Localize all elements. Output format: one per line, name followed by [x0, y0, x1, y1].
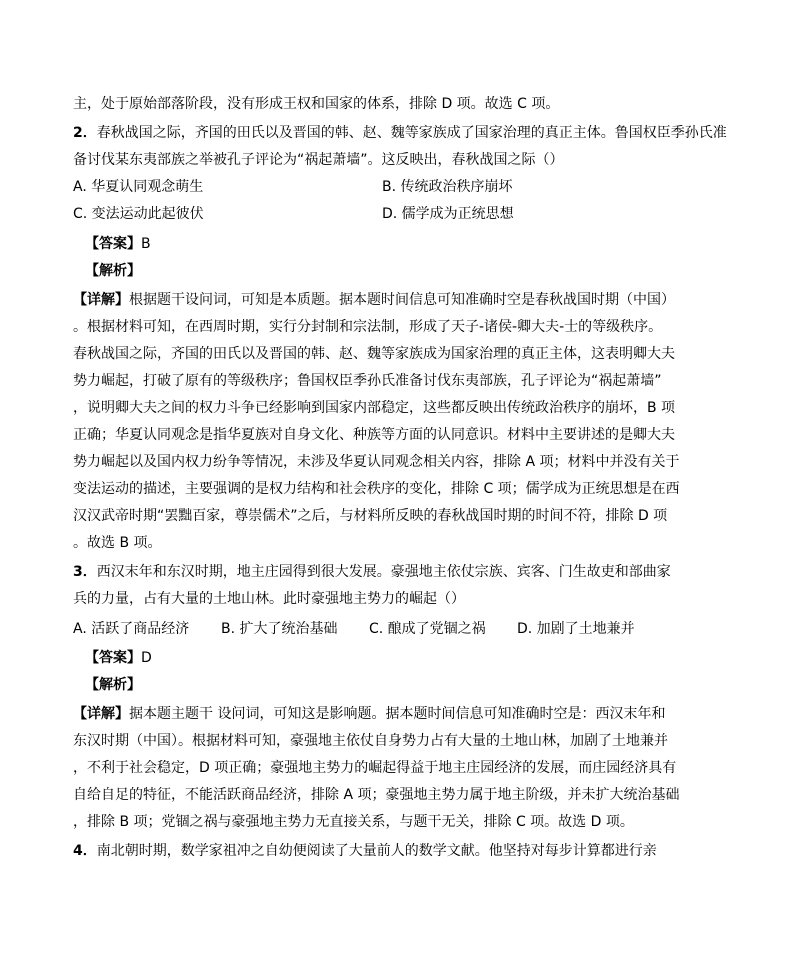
q2-detail-line: 【详解】根据题干设问词，可知是本质题。据本题时间信息可知准确时空是春秋战国时期（中国）: [73, 292, 675, 308]
question-4-stem: 4．南北朝时期，数学家祖冲之自幼便阅读了大量前人的数学文献。他坚持对每步计算都进行亲: [73, 843, 657, 859]
q2-detail-line: 变法运动的描述，主要强调的是权力结构和社会秩序的变化，排除 C 项；儒学成为正统思想是在西: [73, 481, 680, 497]
q3-detail-line: ，不利于社会稳定，D 项正确；豪强地主势力的崛起得益于地主庄园经济的发展，而庄园经济具有: [73, 760, 677, 776]
q3-answer: 【答案】D: [85, 650, 152, 666]
q2-detail-line: 。根据材料可知，在西周时期，实行分封制和宗法制，形成了天子-诸侯-卿大夫-士的等级秩序。: [73, 319, 663, 335]
q3-detail-line: 【详解】据本题主题干 设问词，可知这是影响题。据本题时间信息可知准确时空是：西汉末年和: [73, 706, 666, 722]
q3-option-c: C. 酿成了党锢之祸: [369, 621, 486, 637]
question-number: 4．: [73, 843, 97, 859]
question-number: 3．: [73, 564, 97, 580]
q2-option-b: B. 传统政治秩序崩坏: [382, 179, 513, 195]
question-3-stem: 3．西汉末年和东汉时期，地主庄园得到很大发展。豪强地主依仗宗族、宾客、门生故吏和部曲家: [73, 564, 671, 580]
q3-option-a: A. 活跃了商品经济: [73, 621, 190, 637]
question-number: 2．: [73, 125, 97, 141]
q2-detail-line: 正确；华夏认同观念是指华夏族对自身文化、种族等方面的认同意识。材料中主要讲述的是卿大夫: [73, 427, 675, 443]
q2-detail-line: 汉汉武帝时期“罢黜百家，尊崇儒术”之后，与材料所反映的春秋战国时期的时间不符，排除 D 项: [73, 508, 668, 524]
q3-detail-line: 东汉时期（中国）。根据材料可知，豪强地主依仗自身势力占有大量的土地山林，加剧了土地兼并: [73, 733, 668, 749]
text-line: 主，处于原始部落阶段，没有形成王权和国家的体系，排除 D 项。故选 C 项。: [73, 96, 560, 112]
q2-detail-line: 春秋战国之际，齐国的田氏以及晋国的韩、赵、魏等家族成为国家治理的真正主体，这表明卿大夫: [73, 346, 675, 362]
q3-option-d: D. 加剧了土地兼并: [517, 621, 635, 637]
q2-detail-line: 势力崛起以及国内权力纷争等情况，未涉及华夏认同观念相关内容，排除 A 项；材料中并没有关于: [73, 454, 680, 470]
q2-answer: 【答案】B: [85, 236, 151, 252]
q3-detail-line: ，排除 B 项；党锢之祸与豪强地主势力无直接关系，与题干无关，排除 C 项。故选 D 项。: [73, 814, 634, 830]
q2-detail-line: ，说明卿大夫之间的权力斗争已经影响到国家内部稳定，这些都反映出传统政治秩序的崩坏，B 项: [73, 400, 676, 416]
question-2-stem: 2．春秋战国之际，齐国的田氏以及晋国的韩、赵、魏等家族成了国家治理的真正主体。鲁国权臣季孙氏准: [73, 125, 727, 141]
question-3-stem-cont: 兵的力量，占有大量的土地山林。此时豪强地主势力的崛起（）: [73, 591, 465, 607]
q2-option-d: D. 儒学成为正统思想: [382, 206, 514, 222]
q2-option-c: C. 变法运动此起彼伏: [73, 206, 204, 222]
q2-analysis-label: 【解析】: [85, 263, 141, 279]
q2-option-a: A. 华夏认同观念萌生: [73, 179, 204, 195]
q2-detail-line: 势力崛起，打破了原有的等级秩序；鲁国权臣季孙氏准备讨伐东夷部族，孔子评论为“祸起萧墙”: [73, 373, 662, 389]
q3-option-b: B. 扩大了统治基础: [221, 621, 338, 637]
q3-detail-line: 自给自足的特征，不能活跃商品经济，排除 A 项；豪强地主势力属于地主阶级，并未扩大统治基础: [73, 787, 680, 803]
question-2-stem-cont: 备讨伐某东夷部族之举被孔子评论为“祸起萧墙”。这反映出，春秋战国之际（）: [73, 152, 564, 168]
q2-detail-line: 。故选 B 项。: [73, 535, 162, 551]
q3-analysis-label: 【解析】: [85, 677, 141, 693]
